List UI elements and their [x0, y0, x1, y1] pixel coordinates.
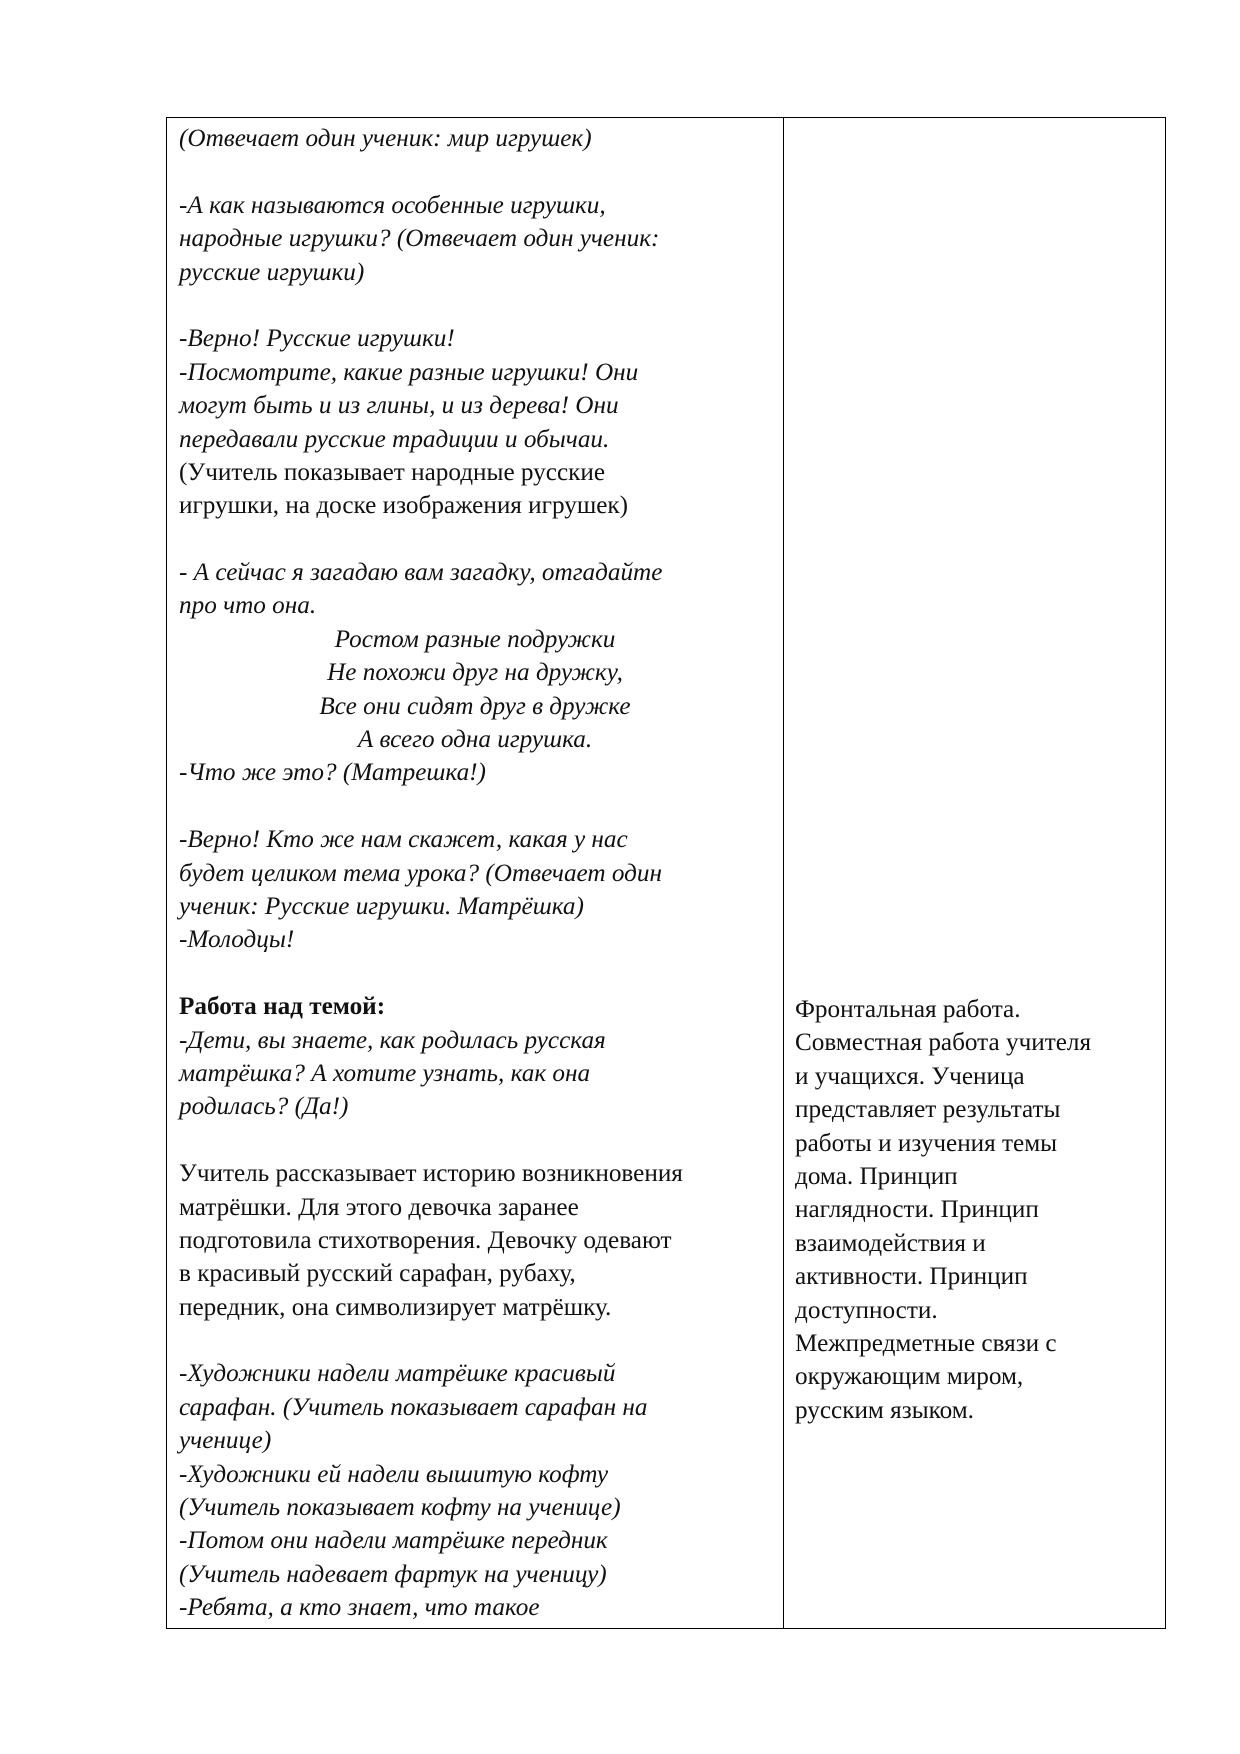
text-line: -Посмотрите, какие разные игрушки! Они — [179, 358, 639, 386]
riddle-line: Ростом разные подружки — [334, 625, 616, 653]
method-line: и учащихся. Ученица — [795, 1062, 1025, 1090]
text-line: матрёшка? А хотите узнать, как она — [179, 1059, 591, 1087]
text-line: русские игрушки) — [179, 258, 365, 286]
method-line: русским языком. — [795, 1396, 974, 1424]
text-line: народные игрушки? (Отвечает один ученик: — [179, 225, 660, 253]
text-line: -Верно! Русские игрушки! — [179, 325, 455, 353]
text-line: игрушки, на доске изображения игрушек) — [179, 492, 629, 520]
text-line: передник, она символизирует матрёшку. — [179, 1293, 612, 1321]
lesson-content-column — [167, 118, 784, 1628]
text-line: -Ребята, а кто знает, что такое — [179, 1594, 540, 1622]
riddle-line: Все они сидят друг в дружке — [319, 692, 631, 720]
text-line: -Молодцы! — [179, 926, 295, 954]
text-line: в красивый русский сарафан, рубаху, — [179, 1260, 576, 1288]
text-line: -Дети, вы знаете, как родилась русская — [179, 1026, 606, 1054]
text-line: -Художники надели матрёшке красивый — [179, 1360, 616, 1388]
text-line: -Художники ей надели вышитую кофту — [179, 1460, 609, 1488]
method-line: активности. Принцип — [795, 1263, 1028, 1291]
text-line: - А сейчас я загадаю вам загадку, отгадайте — [179, 559, 663, 587]
method-line: дома. Принцип — [795, 1162, 958, 1190]
text-line: -Что же это? (Матрешка!) — [179, 759, 486, 787]
text-line: Учитель рассказывает историю возникновения — [179, 1160, 683, 1188]
text-line: матрёшки. Для этого девочка заранее — [179, 1193, 579, 1221]
method-line: доступности. — [795, 1296, 938, 1324]
text-line: (Отвечает один ученик: мир игрушек) — [179, 125, 592, 152]
text-line: могут быть и из глины, и из дерева! Они — [179, 392, 619, 420]
text-line: ученик: Русские игрушки. Матрёшка) — [179, 892, 584, 920]
text-line: про что она. — [179, 592, 317, 620]
text-line: -А как называются особенные игрушки, — [179, 191, 606, 219]
method-line: Межпредметные связи с — [795, 1329, 1057, 1357]
methods-column — [784, 118, 1165, 1628]
text-line: родилась? (Да!) — [179, 1093, 349, 1121]
riddle-line: Не похожи друг на дружку, — [327, 659, 623, 687]
riddle-line: А всего одна игрушка. — [357, 726, 593, 754]
method-line: Фронтальная работа. — [795, 996, 1021, 1023]
text-line: (Учитель надевает фартук на ученицу) — [179, 1560, 607, 1588]
method-line: наглядности. Принцип — [795, 1196, 1039, 1224]
text-line: (Учитель показывает народные русские — [179, 458, 606, 486]
text-line: -Потом они надели матрёшке передник — [179, 1527, 608, 1555]
method-line: Совместная работа учителя — [795, 1029, 1092, 1057]
text-line: передавали русские традиции и обычаи. — [179, 425, 610, 453]
method-line: окружающим миром, — [795, 1363, 1024, 1391]
lesson-plan-table — [166, 117, 1166, 1629]
text-line: -Верно! Кто же нам скажет, какая у нас — [179, 826, 628, 854]
text-line: (Учитель показывает кофту на ученице) — [179, 1494, 621, 1522]
method-line: представляет результаты — [795, 1096, 1061, 1124]
text-line: ученице) — [179, 1427, 272, 1455]
text-line: сарафан. (Учитель показывает сарафан на — [179, 1393, 648, 1421]
method-line: взаимодействия и — [795, 1229, 986, 1257]
section-heading: Работа над темой: — [179, 993, 386, 1021]
text-line: подготовила стихотворения. Девочку одевают — [179, 1226, 672, 1254]
text-line: будет целиком тема урока? (Отвечает один — [179, 859, 662, 887]
method-line: работы и изучения темы — [795, 1129, 1058, 1157]
